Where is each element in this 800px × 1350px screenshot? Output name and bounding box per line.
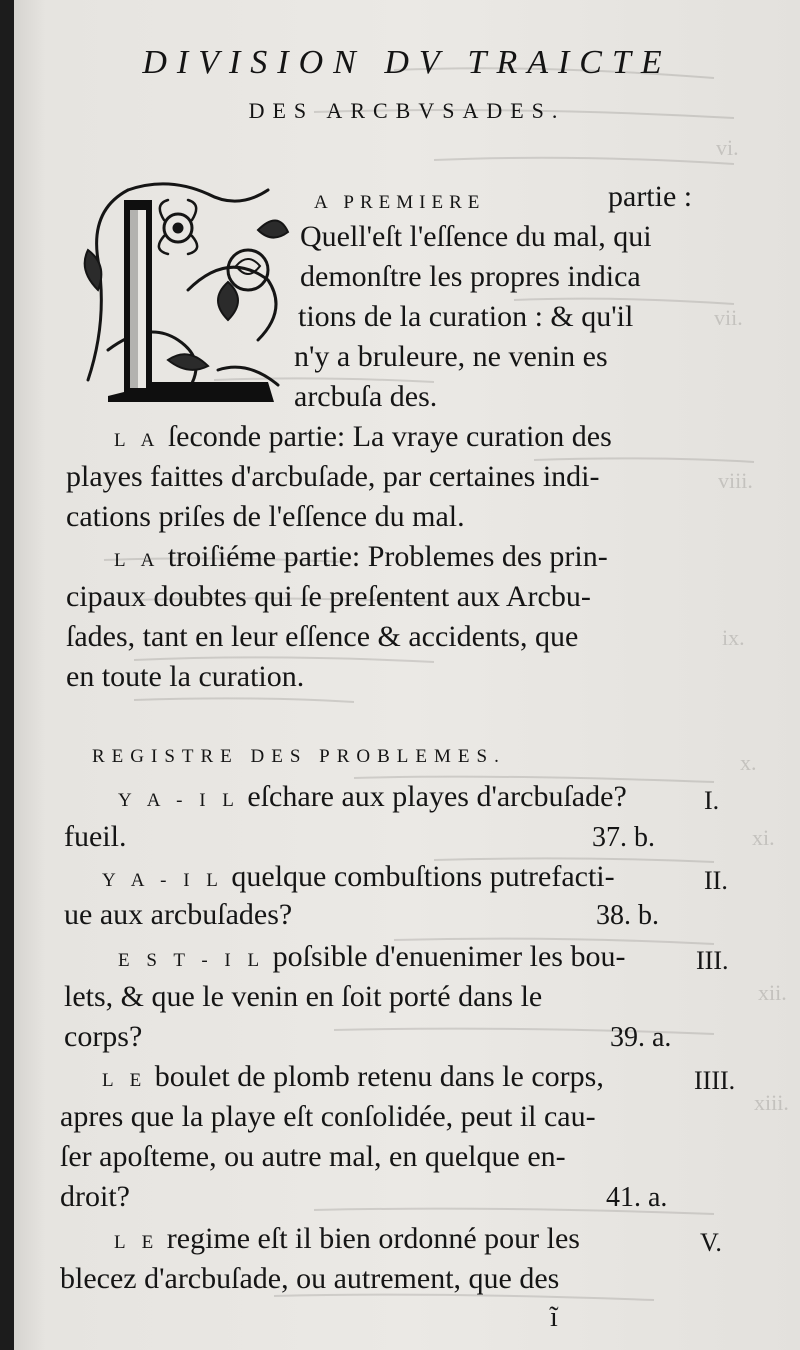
- text-line: lets, & que le venin en ſoit porté dans le: [64, 980, 543, 1013]
- text-line: demonſtre les propres indica: [300, 260, 641, 293]
- ornate-dropcap: [68, 170, 294, 410]
- text-line: cations priſes de l'eſſence du mal.: [66, 500, 465, 533]
- text-line: Quell'eſt l'eſſence du mal, qui: [300, 220, 652, 253]
- text-line: poſsible d'enuenimer les bou-: [272, 940, 626, 973]
- text-line: apres que la playe eſt conſolidée, peut il cau-: [60, 1100, 596, 1133]
- text-line: tions de la curation : & qu'il: [298, 300, 634, 333]
- margin-numeral: ix.: [722, 625, 745, 650]
- text-line: quelque combuſtions putrefacti-: [231, 860, 615, 893]
- part3-lead: L A: [114, 550, 161, 571]
- margin-numeral: vi.: [716, 135, 739, 160]
- page-reference: 41. a.: [606, 1182, 668, 1213]
- problem-lead: L E: [102, 1070, 148, 1091]
- text-line: ſer apoſteme, ou autre mal, en quelque en-: [60, 1140, 566, 1173]
- margin-numeral: vii.: [714, 305, 743, 330]
- problem-numeral: I.: [704, 786, 720, 815]
- problem-numeral: II.: [704, 866, 728, 895]
- margin-numeral: xii.: [758, 980, 787, 1005]
- text-line: arcbuſa des.: [294, 380, 438, 413]
- text-line: n'y a bruleure, ne venin es: [294, 340, 608, 373]
- page-subtitle: DES ARCBVSADES.: [248, 98, 566, 123]
- text-line: troiſiéme partie: Problemes des prin-: [167, 540, 608, 573]
- problem-lead: Y A - I L: [102, 870, 224, 891]
- margin-numeral: xiii.: [754, 1090, 789, 1115]
- text-line: en toute la curation.: [66, 660, 305, 693]
- text-line: regime eſt il bien ordonné pour les: [166, 1222, 580, 1255]
- problem-numeral: V.: [700, 1228, 722, 1257]
- text-line: ue aux arcbuſades?: [64, 898, 293, 931]
- problem-lead: E S T - I L: [118, 950, 266, 971]
- registre-heading: REGISTRE DES PROBLEMES.: [92, 746, 506, 767]
- text-line: ſeconde partie: La vraye curation des: [167, 420, 612, 453]
- problem-lead: Y A - I L: [118, 790, 240, 811]
- part2-lead: L A: [114, 430, 161, 451]
- text-line: corps?: [64, 1020, 143, 1053]
- book-page: [14, 0, 800, 1350]
- problem-numeral: III.: [696, 946, 729, 975]
- page-title: DIVISION DV TRAICTE: [142, 44, 672, 81]
- page-reference: 38. b.: [596, 900, 659, 931]
- problem-numeral: IIII.: [694, 1066, 736, 1095]
- page-reference: 37. b.: [592, 822, 655, 853]
- margin-numeral: x.: [740, 750, 757, 775]
- text-line: playes faittes d'arcbuſade, par certaines indi-: [66, 460, 600, 493]
- problem-lead: L E: [114, 1232, 160, 1253]
- dropcap-flower-ornament-icon: [68, 170, 294, 410]
- page-reference: 39. a.: [610, 1022, 672, 1053]
- text-line: cipaux doubtes qui ſe preſentent aux Arcbu-: [66, 580, 591, 613]
- intro-lead: A PREMIERE: [314, 192, 486, 213]
- margin-numeral: xi.: [752, 825, 775, 850]
- text-line: fueil.: [64, 820, 127, 853]
- text-line: eſchare aux playes d'arcbuſade?: [247, 780, 627, 813]
- text-line: ſades, tant en leur eſſence & accidents, que: [66, 620, 579, 653]
- text-line: partie :: [608, 180, 693, 213]
- text-line: droit?: [60, 1180, 130, 1213]
- signature-mark: ĩ: [550, 1302, 558, 1333]
- text-line: blecez d'arcbuſade, ou autrement, que des: [60, 1262, 560, 1295]
- margin-numeral: viii.: [718, 468, 753, 493]
- text-line: boulet de plomb retenu dans le corps,: [154, 1060, 604, 1093]
